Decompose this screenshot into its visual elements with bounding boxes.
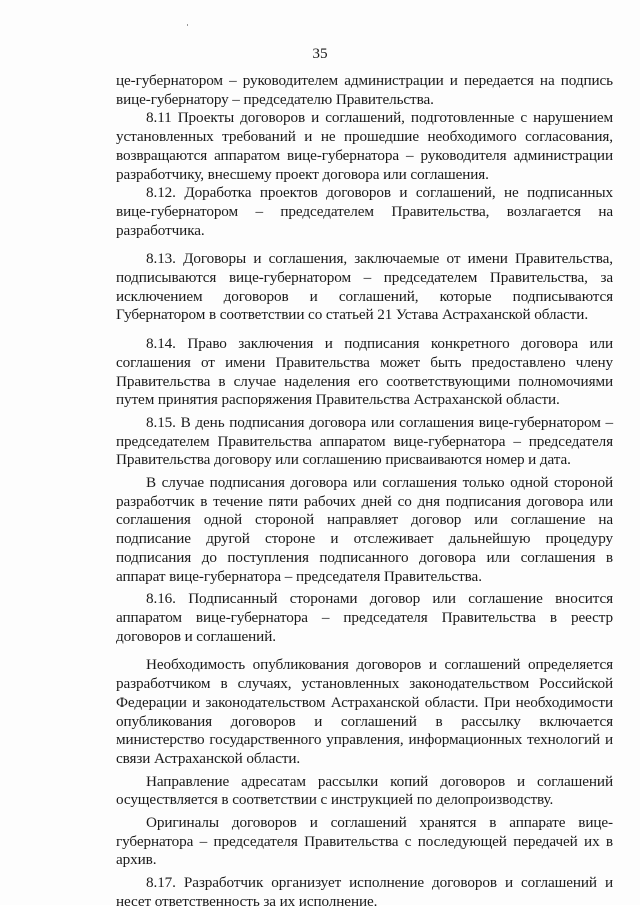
scan-mark	[187, 24, 188, 26]
paragraph-originals: Оригиналы договоров и соглашений хранятся в аппарате вице-губернатора – председателя Правительства с последующей передачей их в архив.	[116, 814, 613, 869]
paragraph-8-15: 8.15. В день подписания договора или соглашения вице-губернатором – председателем Правительства аппаратом вице-губернатора – председателя Правительства договору или соглашению присваиваются номер и дата.	[116, 413, 613, 469]
paragraph-8-13: 8.13. Договоры и соглашения, заключаемые от имени Правительства, подписываются вице-губернатором – председателем Правительства, за исключением договоров и соглашений, которые подписываются Губернатором в соответствии со статьей 21 Устава Астраханской области.	[116, 250, 613, 324]
paragraph-8-14: 8.14. Право заключения и подписания конкретного договора или соглашения от имени Правительства может быть предоставлено члену Правительства в случае наделения его соответствующими полномочиями путем принятия распоряжения Правительства Астраханской области.	[116, 335, 613, 409]
paragraph-publication: Необходимость опубликования договоров и соглашений определяется разработчиком в случаях, установленных законодательством Российской Федерации и законодательством Астраханской области. При необходимости опубликования договоров и соглашений в рассылку включается министерство государственного управления, информационных технологий и связи Астраханской области.	[116, 656, 613, 767]
paragraph-8-16: 8.16. Подписанный сторонами договор или соглашение вносится аппаратом вице-губернатора – председателя Правительства в реестр договоров и соглашений.	[116, 590, 613, 645]
paragraph-8-15-single-party: В случае подписания договора или соглашения только одной стороной разработчик в течение пяти рабочих дней со дня подписания договора или соглашения одной стороной направляет договор или соглашение на подписание другой стороне и отслеживает дальнейшую процедуру подписания до поступления подписанного договора или соглашения в аппарат вице-губернатора – председателя Правительства.	[116, 474, 613, 585]
page-number: 35	[312, 45, 328, 62]
paragraph-continuation: це-губернатором – руководителем администрации и передается на подпись вице-губернатору – председателю Правительства.	[116, 72, 613, 108]
paragraph-8-12: 8.12. Доработка проектов договоров и соглашений, не подписанных вице-губернатором – председателем Правительства, возлагается на разработчика.	[116, 184, 613, 239]
paragraph-8-17: 8.17. Разработчик организует исполнение договоров и соглашений и несет ответственность за их исполнение.	[116, 874, 613, 910]
paragraph-distribution: Направление адресатам рассылки копий договоров и соглашений осуществляется в соответствии с инструкцией по делопроизводству.	[116, 772, 613, 809]
document-body	[116, 72, 613, 912]
paragraph-8-11: 8.11 Проекты договоров и соглашений, подготовленные с нарушением установленных требований и не прошедшие необходимого согласования, возвращаются аппаратом вице-губернатора – руководителя администрации разработчику, внесшему проект договора или соглашения.	[116, 109, 613, 183]
